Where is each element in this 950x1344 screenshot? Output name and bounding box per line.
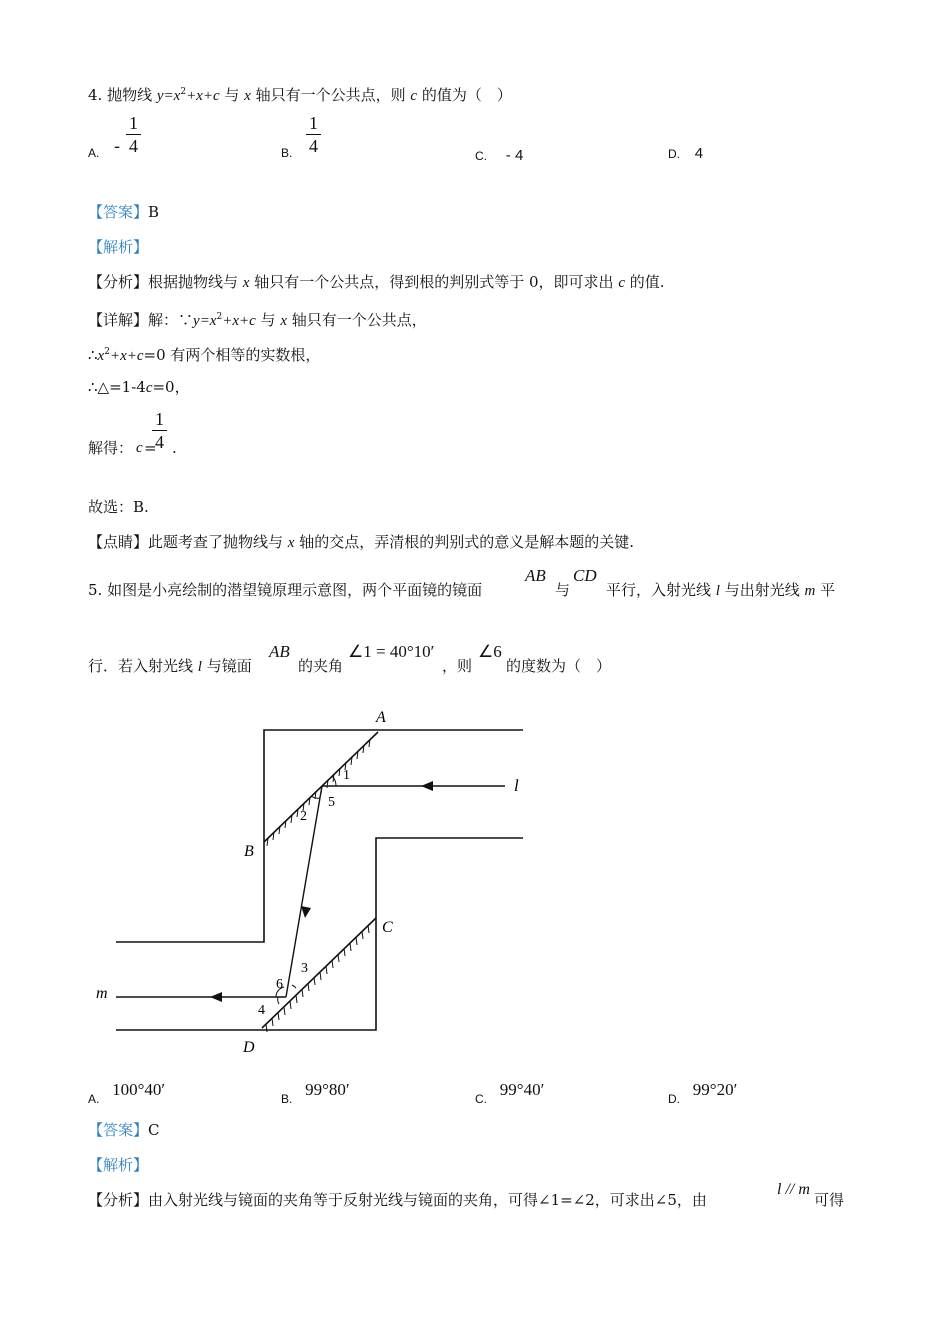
q5-angle-1-eq: ∠1 = 40°10′ bbox=[348, 642, 435, 661]
q4-stem: 4. 抛物线 $y=x^2+x+c$ 与 x 轴只有一个公共点，则 c 的值为（ ） bbox=[88, 86, 512, 104]
mirror-cd bbox=[262, 918, 376, 1028]
q5-fenxi: 【分析】由入射光线与镜面的夹角等于反射光线与镜面的夹角，可得∠1=∠2，可求出∠5，由 bbox=[88, 1191, 707, 1209]
incident-ray-arrow bbox=[421, 781, 433, 791]
label-c: C bbox=[382, 919, 393, 936]
q5-angle-6: ∠6 bbox=[478, 642, 502, 661]
q4-dianjing: 【点睛】此题考查了抛物线与 x 轴的交点，弄清根的判别式的意义是解本题的关键. bbox=[88, 533, 635, 551]
q5-stem-with: 与 bbox=[555, 581, 571, 599]
q4-analysis-tag: 【解析】 bbox=[88, 238, 149, 256]
q5-option-b: $_{B.}$ 99°80′ bbox=[281, 1080, 350, 1106]
q5-stem-then: ，则 bbox=[442, 657, 473, 675]
angle-label-5: 5 bbox=[328, 795, 335, 810]
q5-stem-line-1b: 平行，入射光线 l 与出射光线 m 平 bbox=[606, 581, 836, 599]
q4-option-d: D. 4 bbox=[668, 145, 704, 162]
angle-3-arc bbox=[292, 985, 296, 988]
q5-option-c: $_{C.}$ 99°40′ bbox=[475, 1080, 545, 1106]
reflected-ray-arrow bbox=[301, 906, 311, 918]
label-l: l bbox=[514, 776, 519, 795]
q5-analysis-tag: 【解析】 bbox=[88, 1156, 149, 1174]
angle-label-4: 4 bbox=[258, 1003, 265, 1018]
q5-option-d: $_{D.}$ 99°20′ bbox=[668, 1080, 738, 1106]
q5-stem-line-1: 5. 如图是小亮绘制的潜望镜原理示意图，两个平面镜的镜面 bbox=[88, 581, 483, 599]
angle-label-6: 6 bbox=[276, 977, 283, 992]
q4-option-c: C. - 4 bbox=[475, 147, 524, 164]
periscope-right-wall bbox=[116, 838, 523, 1030]
q4-xiangjie: 【详解】解：$\because y=x^2+x+c$ 与 x 轴只有一个公共点， bbox=[88, 311, 427, 329]
q5-fenxi-end: 可得 bbox=[814, 1191, 845, 1209]
q5-cd-label: CD bbox=[573, 566, 597, 585]
mirror-ab bbox=[264, 732, 378, 842]
q4-choose: 故选：B. bbox=[88, 498, 149, 516]
angle-4-arc bbox=[278, 997, 279, 1004]
q4-step-1: $\therefore x^2+x+c=0$ 有两个相等的实数根， bbox=[88, 346, 321, 364]
label-m: m bbox=[96, 985, 108, 1002]
q5-option-a: $_{A.}$ 100°40′ bbox=[88, 1080, 166, 1106]
q5-ab-label: AB bbox=[525, 566, 546, 585]
label-d: D bbox=[243, 1039, 255, 1056]
q4-step-2: ∴△=1-4c=0， bbox=[88, 378, 190, 396]
q5-l-parallel-m: l // m bbox=[777, 1181, 810, 1198]
q5-answer: 【答案】C bbox=[88, 1121, 160, 1139]
outgoing-ray-arrow bbox=[210, 992, 222, 1002]
q4-step-3-fraction: $\frac{1}{4}$ bbox=[152, 408, 167, 453]
q4-option-b-fraction: $\frac{1}{4}$ bbox=[306, 112, 321, 157]
angle-label-1: 1 bbox=[343, 768, 350, 783]
periscope-left-wall bbox=[116, 730, 523, 942]
q4-fenxi: 【分析】根据抛物线与 x 轴只有一个公共点，得到根的判别式等于 0，即可求出 c 的值. bbox=[88, 273, 665, 291]
angle-label-3: 3 bbox=[301, 961, 308, 976]
q5-ab-label-2: AB bbox=[269, 642, 290, 661]
q4-answer: 【答案】B bbox=[88, 203, 160, 221]
q5-stem-end: 的度数为（ ） bbox=[506, 657, 612, 675]
label-a: A bbox=[376, 709, 386, 726]
q4-option-a-fraction: $\frac{1}{4}$ bbox=[126, 112, 141, 157]
label-b: B bbox=[244, 843, 254, 860]
angle-label-2: 2 bbox=[300, 809, 307, 824]
q5-stem-angle-text: 的夹角 bbox=[298, 657, 344, 675]
q5-stem-line-2: 行．若入射光线 l 与镜面 bbox=[88, 657, 252, 675]
